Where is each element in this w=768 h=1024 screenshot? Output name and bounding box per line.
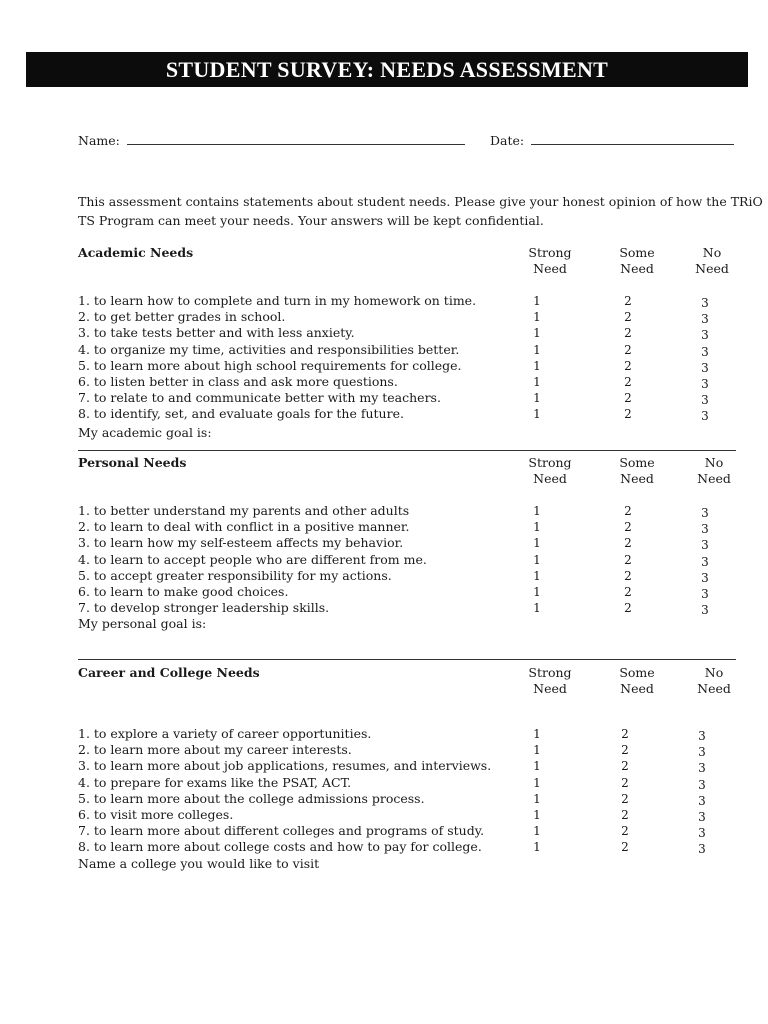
rating-strong-need[interactable]: 1 (533, 727, 541, 741)
survey-item-text: 4. to prepare for exams like the PSAT, ACT. (78, 774, 352, 790)
rating-strong-need[interactable]: 1 (533, 294, 541, 308)
personal-goal-prompt: My personal goal is: (78, 616, 207, 631)
rating-strong-need[interactable]: 1 (533, 391, 541, 406)
rating-strong-need[interactable]: 1 (533, 601, 541, 616)
rating-no-need[interactable]: 3 (698, 826, 706, 841)
rating-no-need[interactable]: 3 (698, 810, 706, 824)
survey-item-row (78, 791, 738, 807)
intro-line-2: TS Program can meet your needs. Your answers will be kept confidential. (78, 213, 544, 228)
survey-item-text: 5. to accept greater responsibility for my actions. (78, 567, 392, 583)
rating-no-need[interactable]: 3 (701, 393, 709, 408)
rating-strong-need[interactable]: 1 (533, 585, 541, 599)
rating-no-need[interactable]: 3 (701, 522, 709, 537)
section-heading-personal: Personal Needs (78, 455, 187, 470)
survey-item-row (78, 374, 738, 390)
rating-some-need[interactable]: 2 (621, 791, 629, 806)
rating-some-need[interactable]: 2 (621, 743, 629, 758)
survey-item-row (78, 358, 738, 374)
survey-item-text: 2. to learn more about my career interests. (78, 742, 352, 758)
col-some-need: Some Need (619, 455, 655, 486)
survey-item-row (78, 406, 738, 422)
rating-strong-need[interactable]: 1 (533, 520, 541, 535)
rating-strong-need[interactable]: 1 (533, 310, 541, 325)
rating-some-need[interactable]: 2 (624, 358, 632, 373)
col-strong-need: Strong Need (528, 245, 572, 276)
intro-line-1: This assessment contains statements about student needs. Please give your honest opinion of how the TRiO (78, 194, 763, 209)
rating-some-need[interactable]: 2 (624, 326, 632, 341)
survey-item-row (78, 775, 738, 791)
rating-some-need[interactable]: 2 (624, 552, 632, 567)
rating-strong-need[interactable]: 1 (533, 407, 541, 422)
rating-some-need[interactable]: 2 (621, 808, 629, 822)
rating-no-need[interactable]: 3 (701, 506, 709, 520)
survey-item-row (78, 519, 738, 535)
survey-item-row (78, 742, 738, 758)
survey-item-row (78, 758, 738, 774)
survey-item-text: 2. to get better grades in school. (78, 309, 286, 325)
col-strong-need: Strong Need (528, 455, 572, 486)
rating-some-need[interactable]: 2 (624, 520, 632, 535)
rating-strong-need[interactable]: 1 (533, 504, 541, 518)
personal-goal-line[interactable] (78, 659, 736, 660)
survey-item-text: 6. to visit more colleges. (78, 807, 234, 822)
rating-strong-need[interactable]: 1 (533, 326, 541, 341)
rating-strong-need[interactable]: 1 (533, 536, 541, 551)
rating-some-need[interactable]: 2 (624, 585, 632, 599)
date-field[interactable] (531, 132, 734, 145)
survey-item-text: 6. to learn to make good choices. (78, 584, 289, 599)
survey-item-row (78, 325, 738, 341)
survey-item-text: 3. to learn more about job applications, resumes, and interviews. (78, 758, 492, 774)
rating-strong-need[interactable]: 1 (533, 840, 541, 855)
col-no-need: No Need (695, 245, 729, 276)
section-heading-career-college: Career and College Needs (78, 665, 260, 680)
survey-item-text: 6. to listen better in class and ask more questions. (78, 374, 398, 389)
rating-some-need[interactable]: 2 (621, 759, 629, 774)
col-no-need: No Need (697, 665, 731, 696)
rating-some-need[interactable]: 2 (621, 824, 629, 839)
survey-item-text: 7. to learn more about different colleges and programs of study. (78, 823, 485, 839)
rating-strong-need[interactable]: 1 (533, 358, 541, 373)
survey-item-text: 8. to learn more about college costs and how to pay for college. (78, 839, 482, 855)
rating-some-need[interactable]: 2 (621, 840, 629, 855)
rating-some-need[interactable]: 2 (624, 310, 632, 325)
rating-strong-need[interactable]: 1 (533, 759, 541, 774)
rating-strong-need[interactable]: 1 (533, 808, 541, 822)
survey-item-row (78, 807, 738, 823)
rating-some-need[interactable]: 2 (624, 391, 632, 406)
survey-item-row (78, 535, 738, 551)
rating-no-need[interactable]: 3 (701, 328, 709, 343)
rating-strong-need[interactable]: 1 (533, 775, 541, 790)
survey-item-row (78, 823, 738, 839)
name-field[interactable] (127, 132, 465, 145)
survey-item-text: 4. to learn to accept people who are different from me. (78, 551, 427, 567)
survey-item-row (78, 568, 738, 584)
survey-item-text: 5. to learn more about high school requirements for college. (78, 357, 462, 373)
col-no-need: No Need (697, 455, 731, 486)
rating-some-need[interactable]: 2 (624, 504, 632, 518)
rating-no-need[interactable]: 3 (698, 842, 706, 857)
survey-item-row (78, 600, 738, 616)
academic-goal-line[interactable] (78, 450, 736, 451)
survey-item-text: 3. to take tests better and with less anxiety. (78, 325, 355, 341)
rating-no-need[interactable]: 3 (701, 587, 709, 601)
date-row (490, 132, 734, 149)
rating-no-need[interactable]: 3 (701, 603, 709, 618)
survey-item-text: 8. to identify, set, and evaluate goals for the future. (78, 406, 404, 422)
rating-strong-need[interactable]: 1 (533, 552, 541, 567)
rating-strong-need[interactable]: 1 (533, 743, 541, 758)
survey-item-row (78, 552, 738, 568)
rating-some-need[interactable]: 2 (624, 375, 632, 389)
rating-no-need[interactable]: 3 (698, 777, 706, 792)
rating-some-need[interactable]: 2 (624, 407, 632, 422)
survey-item-text: 1. to explore a variety of career opportunities. (78, 726, 372, 741)
survey-item-row (78, 342, 738, 358)
survey-item-row (78, 726, 738, 742)
survey-item-text: 1. to better understand my parents and other adults (78, 503, 410, 518)
rating-no-need[interactable]: 3 (701, 409, 709, 424)
rating-no-need[interactable]: 3 (701, 538, 709, 553)
rating-strong-need[interactable]: 1 (533, 824, 541, 839)
rating-no-need[interactable]: 3 (701, 554, 709, 569)
date-label: Date: (490, 133, 525, 148)
rating-strong-need[interactable]: 1 (533, 568, 541, 583)
rating-no-need[interactable]: 3 (698, 793, 706, 808)
rating-strong-need[interactable]: 1 (533, 375, 541, 389)
survey-item-row (78, 293, 738, 309)
rating-some-need[interactable]: 2 (621, 727, 629, 741)
survey-item-text: 7. to relate to and communicate better with my teachers. (78, 390, 441, 406)
survey-item-text: 3. to learn how my self-esteem affects my behavior. (78, 535, 404, 551)
college-visit-prompt: Name a college you would like to visit (78, 856, 320, 871)
rating-no-need[interactable]: 3 (701, 344, 709, 359)
rating-strong-need[interactable]: 1 (533, 342, 541, 357)
rating-some-need[interactable]: 2 (624, 568, 632, 583)
survey-item-text: 4. to organize my time, activities and responsibilities better. (78, 341, 460, 357)
survey-item-text: 7. to develop stronger leadership skills. (78, 600, 330, 616)
rating-no-need[interactable]: 3 (701, 377, 709, 391)
survey-item-row (78, 309, 738, 325)
name-label: Name: (78, 133, 120, 148)
rating-no-need[interactable]: 3 (698, 729, 706, 743)
col-some-need: Some Need (619, 665, 655, 696)
section-heading-academic: Academic Needs (78, 245, 194, 260)
rating-no-need[interactable]: 3 (701, 296, 709, 310)
survey-item-text: 2. to learn to deal with conflict in a positive manner. (78, 519, 410, 535)
rating-some-need[interactable]: 2 (624, 294, 632, 308)
col-strong-need: Strong Need (528, 665, 572, 696)
rating-some-need[interactable]: 2 (621, 775, 629, 790)
rating-no-need[interactable]: 3 (698, 745, 706, 760)
survey-item-row (78, 839, 738, 855)
survey-item-row (78, 584, 738, 600)
rating-some-need[interactable]: 2 (624, 601, 632, 616)
rating-strong-need[interactable]: 1 (533, 791, 541, 806)
rating-no-need[interactable]: 3 (701, 360, 709, 375)
name-row (78, 132, 465, 149)
rating-some-need[interactable]: 2 (624, 536, 632, 551)
rating-no-need[interactable]: 3 (701, 570, 709, 585)
rating-some-need[interactable]: 2 (624, 342, 632, 357)
survey-item-text: 1. to learn how to complete and turn in my homework on time. (78, 293, 477, 308)
survey-item-row (78, 503, 738, 519)
rating-no-need[interactable]: 3 (698, 761, 706, 776)
academic-goal-prompt: My academic goal is: (78, 425, 212, 440)
page-title: STUDENT SURVEY: NEEDS ASSESSMENT (26, 52, 748, 87)
survey-item-text: 5. to learn more about the college admissions process. (78, 790, 425, 806)
rating-no-need[interactable]: 3 (701, 312, 709, 327)
col-some-need: Some Need (619, 245, 655, 276)
survey-item-row (78, 390, 738, 406)
